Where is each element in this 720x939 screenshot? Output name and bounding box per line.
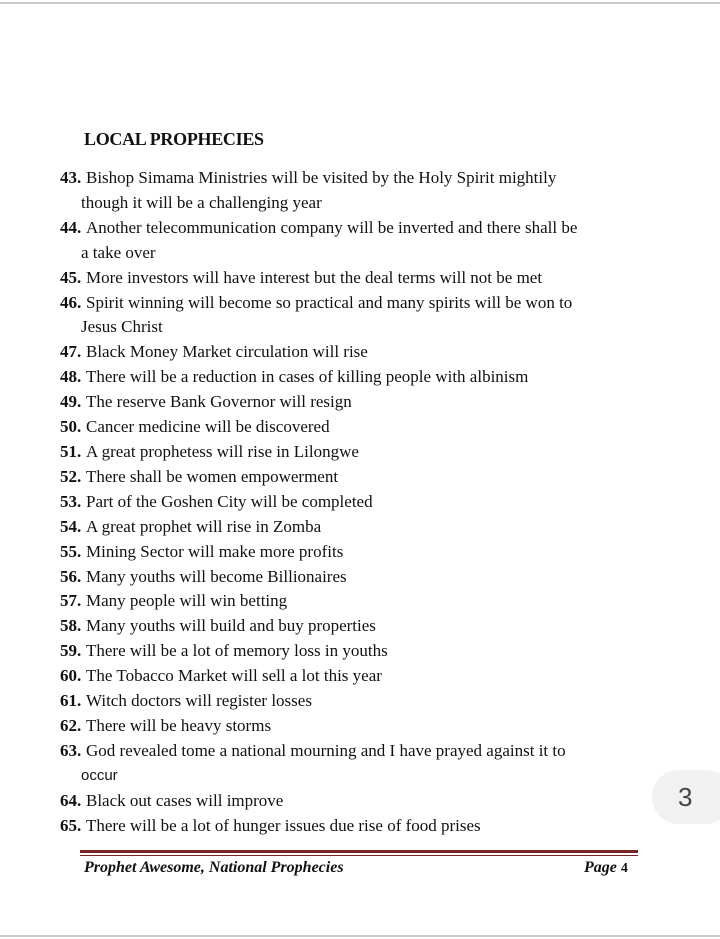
list-item-number: 60. — [60, 666, 82, 686]
list-item-number: 46. — [60, 292, 82, 312]
list-item-line: Another telecommunication company will be inverted and there shall be — [86, 217, 578, 237]
list-item-number: 65. — [60, 815, 82, 835]
list-item-line: Many youths will build and buy properties — [86, 616, 376, 636]
list-item — [60, 340, 660, 365]
list-item — [60, 390, 660, 415]
list-item-text — [60, 814, 660, 839]
list-item — [60, 664, 660, 689]
list-item-number: 45. — [60, 267, 82, 287]
list-item-text — [60, 739, 660, 789]
list-item-number: 48. — [60, 367, 82, 387]
list-item-number: 58. — [60, 616, 82, 636]
list-item-number: 52. — [60, 466, 82, 486]
bottom-divider — [0, 935, 720, 937]
list-item-text — [60, 266, 660, 291]
list-item — [60, 490, 660, 515]
list-item-line: Witch doctors will register losses — [86, 691, 312, 711]
list-item — [60, 639, 660, 664]
list-item-line: occur — [81, 766, 118, 784]
list-item — [60, 266, 660, 291]
list-item-number: 57. — [60, 591, 82, 611]
list-item-line: Black out cases will improve — [86, 790, 284, 810]
footer-page-number: 4 — [620, 861, 628, 876]
list-item — [60, 365, 660, 390]
list-item-text — [60, 365, 660, 390]
list-item-line: There will be a lot of memory loss in youths — [86, 641, 388, 661]
list-item-line: The Tobacco Market will sell a lot this year — [86, 666, 382, 686]
list-item — [60, 614, 660, 639]
list-item — [60, 589, 660, 614]
list-item-text — [60, 465, 660, 490]
list-item-line: Cancer medicine will be discovered — [86, 417, 330, 437]
list-item-line: God revealed tome a national mourning and I have prayed against it to — [86, 740, 566, 760]
top-divider — [0, 2, 720, 4]
list-item-text — [60, 340, 660, 365]
list-item-number: 49. — [60, 392, 82, 412]
list-item-line: Black Money Market circulation will rise — [86, 342, 368, 362]
list-item-line: There shall be women empowerment — [86, 466, 339, 486]
list-item-text — [60, 390, 660, 415]
list-item-number: 63. — [60, 740, 82, 760]
list-item — [60, 789, 660, 814]
list-item-line: Mining Sector will make more profits — [86, 541, 344, 561]
footer-divider — [80, 850, 638, 853]
list-item — [60, 739, 660, 789]
list-item-text — [60, 440, 660, 465]
list-item-line: More investors will have interest but the deal terms will not be met — [86, 267, 543, 287]
list-item-line: though it will be a challenging year — [81, 192, 322, 212]
list-item — [60, 540, 660, 565]
list-item-text — [60, 166, 660, 216]
list-item-number: 64. — [60, 790, 82, 810]
list-item-line: There will be a lot of hunger issues due rise of food prises — [86, 815, 481, 835]
list-item-line: There will be a reduction in cases of killing people with albinism — [86, 367, 529, 387]
list-item-text — [60, 291, 660, 341]
list-item-text — [60, 714, 660, 739]
list-item-number: 43. — [60, 168, 82, 187]
list-item-line: Many youths will become Billionaires — [86, 566, 347, 586]
list-item-number: 44. — [60, 217, 82, 237]
list-item — [60, 415, 660, 440]
list-item-line: Spirit winning will become so practical and many spirits will be won to — [86, 292, 573, 312]
footer-title: Prophet Awesome, National Prophecies — [84, 859, 344, 876]
list-item-number: 55. — [60, 541, 82, 561]
list-item-line: A great prophet will rise in Zomba — [86, 516, 322, 536]
list-item-text — [60, 540, 660, 565]
list-item-number: 59. — [60, 641, 82, 661]
list-item-text — [60, 515, 660, 540]
list-item-number: 54. — [60, 516, 82, 536]
list-item — [60, 291, 660, 341]
list-item — [60, 689, 660, 714]
list-item — [60, 714, 660, 739]
list-item-number: 61. — [60, 691, 82, 711]
section-heading: LOCAL PROPHECIES — [84, 129, 264, 149]
footer-divider-thin — [80, 855, 638, 856]
list-item — [60, 465, 660, 490]
list-item — [60, 216, 660, 266]
list-item-text — [60, 565, 660, 590]
list-item-text — [60, 639, 660, 664]
list-item-text — [60, 664, 660, 689]
list-item-text — [60, 614, 660, 639]
list-item-line: Bishop Simama Ministries will be visited by the Holy Spirit mightily — [86, 168, 557, 187]
prophecy-list — [60, 166, 660, 838]
list-item-number: 50. — [60, 417, 82, 437]
list-item-number: 53. — [60, 491, 82, 511]
list-item-line: Part of the Goshen City will be completed — [86, 491, 373, 511]
list-item-line: A great prophetess will rise in Lilongwe — [86, 441, 359, 461]
footer-page-label: Page — [584, 859, 617, 876]
list-item-line: Many people will win betting — [86, 591, 288, 611]
list-item-number: 47. — [60, 342, 82, 362]
list-item-line: a take over — [81, 242, 156, 262]
list-item — [60, 440, 660, 465]
list-item-line: There will be heavy storms — [86, 715, 272, 735]
list-item — [60, 166, 660, 216]
list-item-text — [60, 216, 660, 266]
list-item-text — [60, 490, 660, 515]
list-item — [60, 814, 660, 839]
page-indicator-badge — [652, 770, 720, 824]
list-item-text — [60, 589, 660, 614]
list-item-number: 51. — [60, 441, 82, 461]
list-item-line: Jesus Christ — [81, 317, 163, 337]
list-item-text — [60, 789, 660, 814]
footer-page — [584, 859, 628, 877]
list-item — [60, 515, 660, 540]
list-item-line: The reserve Bank Governor will resign — [86, 392, 352, 412]
list-item-text — [60, 689, 660, 714]
list-item — [60, 565, 660, 590]
list-item-number: 62. — [60, 715, 82, 735]
list-item-number: 56. — [60, 566, 82, 586]
page-indicator-number: 3 — [678, 781, 693, 812]
list-item-text — [60, 415, 660, 440]
